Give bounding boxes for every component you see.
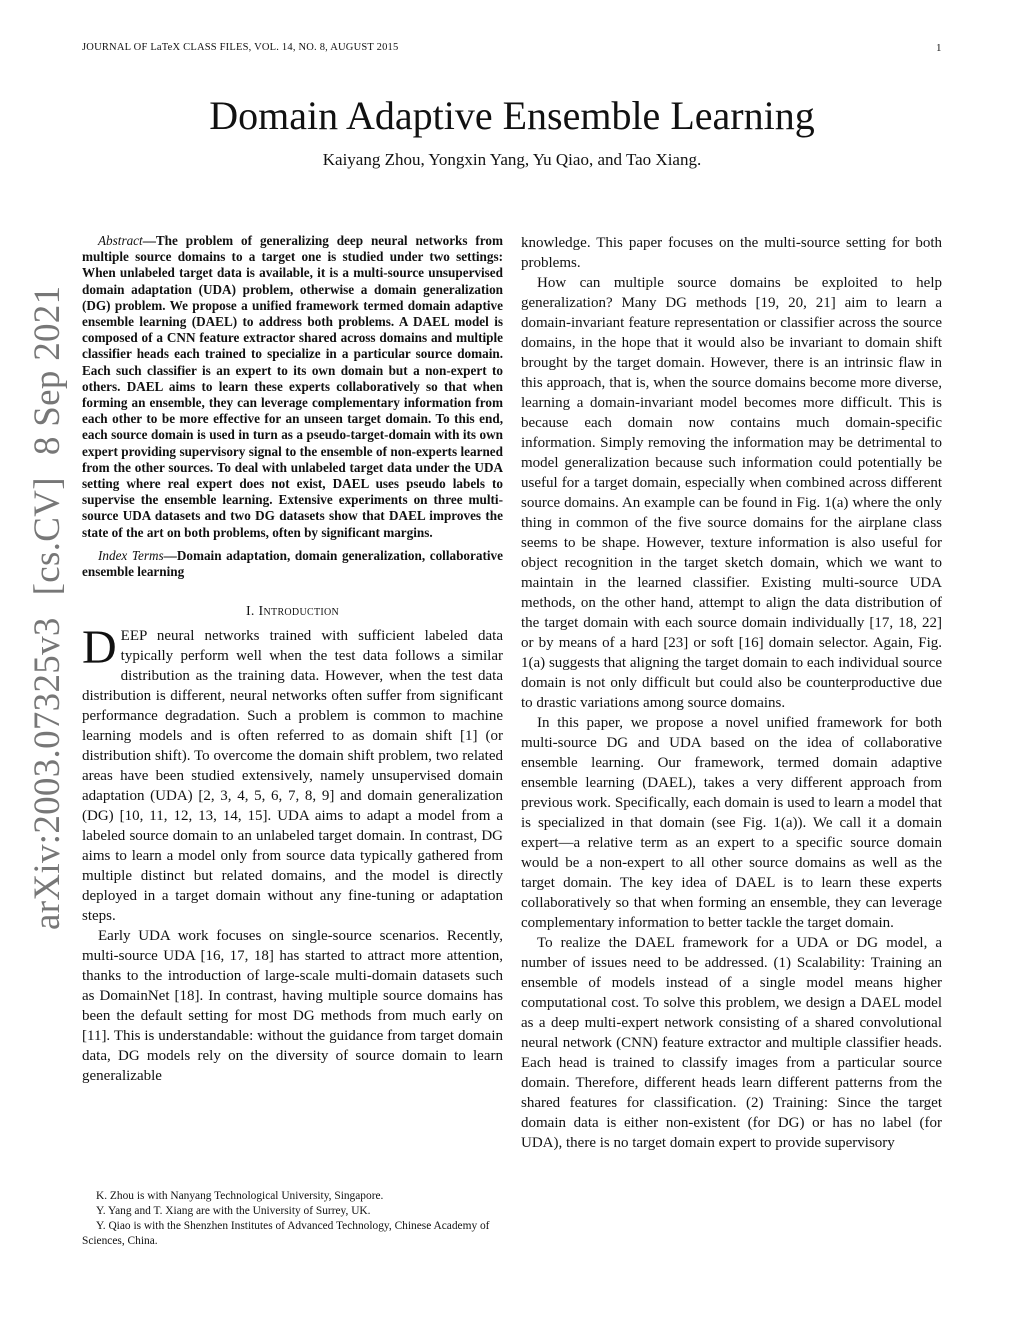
intro-paragraph-5: To realize the DAEL framework for a UDA or DG model, a number of issues need to be addressed. (1) Scalability: Training an ensemble of models instead of a single model means higher computational cost. To solve this problem, we design a DAEL model as a deep multi-expert network consisting of a shared convolutional neural network (CNN) feature extractor and multiple classifier heads. Each head is trained to classify images from a particular source domain. Therefore, different heads learn different patterns from the shared features for classification. (2) Training: Since the target domain data is either non-existent (for DG) or has no label (for UDA), there is no target domain expert to provide supervisory [521,935,942,1151]
arxiv-stamp [26,264,69,930]
arxiv-id: arXiv:2003.07325v3 [27,617,68,930]
page-number: 1 [936,42,942,54]
intro-paragraph-1-text: EEP neural networks trained with sufficient labeled data typically perform well when the test data follows a similar distribution as the training data. However, when the test data distribution is different, neural networks often suffer from significant performance degradation. Such a problem is common to machine learning models and is often referred to as domain shift [1] (or distribution shift). To overcome the domain shift problem, two related areas have been studied extensively, namely unsupervised domain adaptation (UDA) [2, 3, 4, 5, 6, 7, 8, 9] and domain generalization (DG) [10, 11, 12, 13, 14, 15]. UDA aims to adapt a model from a labeled source domain to an unlabeled target domain. In contrast, DG aims to learn a model only from source data typically gathered from multiple distinct but related domains, and the model is directly deployed in a target domain without any fine-tuning or adaptation steps. [82,628,503,925]
footnote: Y. Yang and T. Xiang are with the University of Surrey, UK. [96,1205,371,1217]
arxiv-category: [cs.CV] [27,477,68,596]
intro-paragraph-2-continued: knowledge. This paper focuses on the multi-source setting for both problems. [521,235,942,271]
right-column [521,233,942,1153]
abstract [82,233,503,541]
footnote: K. Zhou is with Nanyang Technological University, Singapore. [96,1190,384,1202]
paper-title: Domain Adaptive Ensemble Learning [209,93,815,138]
intro-paragraph-4: In this paper, we propose a novel unified framework for both multi-source DG and UDA based on the idea of collaborative ensemble learning. Our framework, termed domain adaptive ensemble learning (DAEL), takes a very different approach from previous work. Specifically, each domain is used to learn a model that is specialized in that domain (see Fig. 1(a)). We call it a domain expert—a relative term as an expert to a specific source domain would be a non-expert to all other source domains as well as the target domain. The key idea of DAEL is to learn these experts collaboratively so that when forming an ensemble, they can leverage complementary information to better tackle the target domain. [521,715,942,931]
drop-cap: D [82,621,117,675]
footnotes [82,1189,503,1249]
index-terms-label: Index Terms [98,547,164,563]
section-heading [82,604,503,620]
intro-paragraph-3: How can multiple source domains be exploited to help generalization? Many DG methods [19, 20, 21] aim to learn a domain-invariant feature representation or classifier across the source domains, in the hope that it would also be invariant to domain shift brought by the target domain. However, there is an intrinsic flaw in this approach, that is, when the source domains become more diverse, learning a domain-invariant model becomes more difficult. This is because each domain now contains much domain-specific information. Simply removing the information may be detrimental to model generalization because such information could potentially be useful for a target domain, especially when combined across different source domains. An example can be found in Fig. 1(a) where the only thing in common of the five source domains for the airplane class seems to be shape. However, texture information is also useful for object recognition in the target sketch domain, which we want to maintain in the learned classifier. Existing multi-source UDA methods, on the other hand, attempt to align the data distribution of the target domain with each source domain individually [17, 18, 22] or by means of a hard [23] or soft [16] domain selector. Again, Fig. 1(a) suggests that aligning the target domain to each individual source domain is not only difficult but could also be counterproductive due to drastic variations among source domains. [521,275,942,711]
index-terms-text: —Domain adaptation, domain generalization, collaborative ensemble learning [82,547,503,580]
running-header: JOURNAL OF LaTeX CLASS FILES, VOL. 14, NO. 8, AUGUST 2015 [82,42,399,53]
intro-paragraph-1 [82,621,503,926]
abstract-label: Abstract [98,233,143,248]
left-column [82,233,503,1086]
footnote: Y. Qiao is with the Shenzhen Institutes of Advanced Technology, Chinese Academy of Sciences, China. [82,1220,490,1247]
arxiv-date: 8 Sep 2021 [27,285,68,456]
abstract-text: —The problem of generalizing deep neural networks from multiple source domains to a target one is studied under two settings: When unlabeled target data is available, it is a multi-source unsupervised domain adaptation (UDA) problem, otherwise a domain generalization (DG) problem. We propose a unified framework termed domain adaptive ensemble learning (DAEL) to address both problems. A DAEL model is composed of a CNN feature extractor shared across domains and multiple classifier heads each trained to specialize in a particular source domain. Each such classifier is an expert to its own domain but a non-expert to others. DAEL aims to learn these experts collaboratively so that when forming an ensemble, they can leverage complementary information from each other to be more effective for an unseen target domain. To this end, each source domain is used in turn as a pseudo-target-domain with its own expert providing supervisory signal to the ensemble of non-experts learned from the other sources. To deal with unlabeled target data under the UDA setting where real expert does not exist, DAEL uses pseudo labels to supervise the ensemble learning. Extensive experiments on three multi-source UDA datasets and two DG datasets show that DAEL improves the state of the art on both problems, often by significant margins. [82,233,503,540]
intro-paragraph-2: Early UDA work focuses on single-source scenarios. Recently, multi-source UDA [16, 17, 18] has started to attract more attention, thanks to the introduction of large-scale multi-domain datasets such as DomainNet [18]. In contrast, having multiple source domains has been the default setting for most DG methods from much early on [11]. This is understandable: without the guidance from target domain data, DG models rely on the diversity of source domain to learn generalizable [82,928,503,1085]
section-title: Introduction [258,604,340,620]
section-number: I. [245,604,255,620]
author-list: Kaiyang Zhou, Yongxin Yang, Yu Qiao, and Tao Xiang. [322,150,702,169]
index-terms [82,548,503,580]
